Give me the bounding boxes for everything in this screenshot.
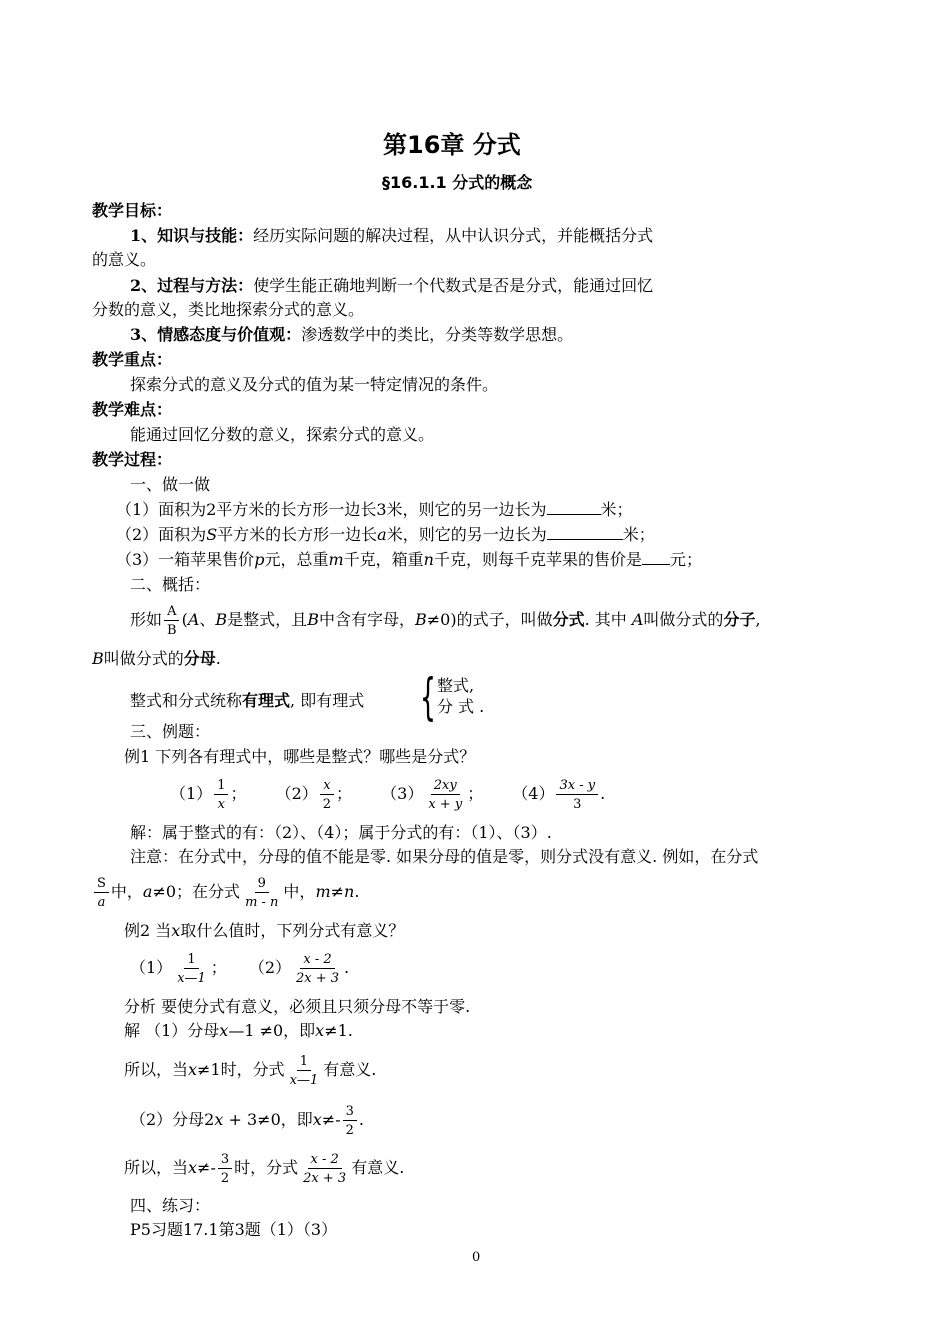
q2-text-c: 米，则它的另一边长为 bbox=[386, 525, 547, 544]
rational-text-b: , 即有理式 bbox=[290, 691, 365, 710]
solution-1: 解 （1）分母x—1 ≠0，即x≠1. bbox=[124, 1021, 353, 1040]
q3-unit: 元； bbox=[669, 550, 702, 569]
def-text-a: 形如 bbox=[130, 610, 163, 629]
solution-2-fraction: $\frac{3}{2}$ bbox=[343, 1105, 357, 1137]
ex1-fraction-1: $\frac{1}{x}$ bbox=[214, 779, 228, 811]
process-heading: 教学过程： bbox=[92, 450, 173, 469]
def-term-fraction: 分式 bbox=[552, 610, 585, 629]
question-1 bbox=[116, 499, 633, 521]
goal-2-text: 使学生能正确地判断一个代数式是否是分式，能通过回忆 bbox=[253, 276, 654, 295]
question-3 bbox=[116, 549, 702, 571]
conclusion-2: 所以，当x≠- $\frac{3}{2}$ 时，分式 $\frac{x - 2}{2x + 3}$ 有意义. bbox=[124, 1151, 405, 1186]
note-fraction-1: $\frac{S}{a}$ bbox=[94, 877, 109, 909]
difficulty-text: 能通过回忆分数的意义，探索分式的意义。 bbox=[130, 425, 435, 444]
key-heading: 教学重点： bbox=[92, 350, 173, 369]
section-title: §16.1.1 分式的概念 bbox=[382, 173, 533, 192]
rational-line bbox=[130, 690, 364, 712]
q2-blank bbox=[547, 525, 623, 540]
rational-text-a: 整式和分式统称 bbox=[130, 691, 243, 710]
q2-text-b: 平方米的长方形一边长 bbox=[217, 525, 378, 544]
definition-line bbox=[130, 602, 761, 638]
note-line: 注意：在分式中，分母的值不能是零. 如果分母的值是零，则分式没有意义. 例如，在分式 bbox=[130, 847, 759, 866]
definition-line-2 bbox=[92, 648, 221, 670]
note-fraction-2: $\frac{9}{m - n}$ bbox=[245, 875, 279, 910]
page-number: 0 bbox=[472, 1250, 481, 1265]
def-var-a2: A bbox=[631, 610, 644, 629]
goal-1-label: 1、知识与技能： bbox=[130, 226, 254, 245]
q2-var-a: a bbox=[377, 525, 387, 544]
ex1-fraction-4: $\frac{3x - y}{3}$ bbox=[556, 779, 598, 811]
q3-text-c: 千克，箱重 bbox=[343, 550, 424, 569]
def-var-b3: B bbox=[414, 610, 427, 629]
def-text-g: . 其中 bbox=[584, 610, 632, 629]
section-3-heading: 三、例题： bbox=[130, 722, 211, 741]
q1-unit: 米； bbox=[600, 500, 633, 519]
def2-text-b: . bbox=[215, 649, 221, 668]
q2-unit: 米； bbox=[622, 525, 655, 544]
goal-3-label: 3、情感态度与价值观： bbox=[130, 325, 302, 344]
example-2-items: （1） $\frac{1}{x—1}$ ； （2） $\frac{x - 2}{2x + 3}$ . bbox=[130, 951, 350, 986]
example-1-item: （4） $\frac{3x - y}{3}$ . bbox=[512, 777, 606, 812]
goal-1-cont: 的意义。 bbox=[92, 250, 157, 269]
def-var-b2: B bbox=[307, 610, 319, 629]
goal-3-text: 渗透数学中的类比，分类等数学思想。 bbox=[301, 325, 574, 344]
example-1-item: （3） $\frac{2xy}{x + y}$ ； bbox=[381, 777, 484, 812]
q2-var-s: S bbox=[206, 525, 218, 544]
q3-text-a: （3）一箱苹果售价 bbox=[116, 550, 255, 569]
def-var-a: A bbox=[187, 610, 200, 629]
q3-text-b: 元，总重 bbox=[264, 550, 329, 569]
ex1-fraction-2: $\frac{x}{2}$ bbox=[320, 779, 334, 811]
conclusion-1: 所以，当x≠1时，分式 $\frac{1}{x—1}$ 有意义. bbox=[124, 1053, 377, 1088]
ex2-fraction-2: $\frac{x - 2}{2x + 3}$ bbox=[296, 951, 340, 986]
def-fraction bbox=[164, 605, 180, 637]
example-1-title: 例1 下列各有理式中，哪些是整式？哪些是分式？ bbox=[124, 747, 476, 766]
goal-1-text: 经历实际问题的解决过程，从中认识分式，并能概括分式 bbox=[253, 226, 654, 245]
goal-2-cont: 分数的意义，类比地探索分式的意义。 bbox=[92, 300, 365, 319]
example-1-item: （1） $\frac{1}{x}$ ； bbox=[170, 777, 247, 812]
conclusion-1-fraction: $\frac{1}{x—1}$ bbox=[289, 1053, 319, 1088]
chapter-title: 第16章 分式 bbox=[383, 131, 521, 159]
def-fraction-num: A bbox=[164, 605, 179, 621]
def2-var-b: B bbox=[92, 649, 104, 668]
q3-var-n: n bbox=[423, 550, 434, 569]
goal-2 bbox=[130, 275, 653, 297]
def-term-numerator: 分子 bbox=[723, 610, 756, 629]
question-2 bbox=[116, 524, 655, 546]
goals-heading: 教学目标： bbox=[92, 201, 173, 220]
def-text-e: 中含有字母， bbox=[318, 610, 415, 629]
q3-var-p: p bbox=[254, 550, 265, 569]
goal-3 bbox=[130, 324, 573, 346]
q3-text-d: 千克，则每千克苹果的售价是 bbox=[433, 550, 642, 569]
q3-blank bbox=[642, 550, 670, 565]
def-text-b: ( bbox=[181, 610, 188, 629]
solution-2: （2）分母2x + 3≠0，即x≠- $\frac{3}{2}$ . bbox=[130, 1103, 364, 1138]
rational-brace: { bbox=[420, 668, 436, 726]
example-1-answer: 解：属于整式的有：（2）、（4）；属于分式的有：（1）、（3）. bbox=[130, 823, 552, 842]
conclusion-2-fraction-a: $\frac{3}{2}$ bbox=[218, 1153, 232, 1185]
rational-item-fraction: 分 式 . bbox=[437, 697, 485, 716]
def2-text-a: 叫做分式的 bbox=[103, 649, 184, 668]
goal-2-label: 2、过程与方法： bbox=[130, 276, 254, 295]
q1-text: （1）面积为2平方米的长方形一边长3米，则它的另一边长为 bbox=[116, 500, 547, 519]
conclusion-2-fraction-b: $\frac{x - 2}{2x + 3}$ bbox=[303, 1151, 347, 1186]
rational-term: 有理式 bbox=[242, 691, 291, 710]
q1-blank bbox=[547, 500, 601, 515]
rational-item-integral: 整式, bbox=[437, 676, 475, 695]
analysis: 分析 要使分式有意义，必须且只须分母不等于零. bbox=[124, 997, 471, 1016]
example-1-item: （2） $\frac{x}{2}$ ； bbox=[275, 777, 353, 812]
example-2-title: 例2 当x取什么值时，下列分式有意义？ bbox=[124, 921, 405, 940]
def-fraction-den: B bbox=[167, 622, 177, 638]
practice-text: P5习题17.1第3题（1）（3） bbox=[130, 1220, 338, 1239]
q3-var-m: m bbox=[328, 550, 344, 569]
section-1-heading: 一、做一做 bbox=[130, 475, 211, 494]
def-text-i: , bbox=[755, 610, 761, 629]
note-line-2: $\frac{S}{a}$ 中，a≠0；在分式 $\frac{9}{m - n}$ 中，m≠n. bbox=[92, 872, 359, 912]
goal-1 bbox=[130, 225, 653, 247]
q2-text-a: （2）面积为 bbox=[116, 525, 207, 544]
example-1-items bbox=[170, 774, 605, 814]
def2-term-denominator: 分母 bbox=[183, 649, 216, 668]
ex2-fraction-1: $\frac{1}{x—1}$ bbox=[177, 951, 206, 986]
ex1-fraction-3: $\frac{2xy}{x + y}$ bbox=[428, 777, 463, 812]
key-text: 探索分式的意义及分式的值为某一特定情况的条件。 bbox=[130, 375, 499, 394]
def-text-d: 是整式，且 bbox=[227, 610, 308, 629]
def-var-b: B bbox=[215, 610, 228, 629]
section-4-heading: 四、练习： bbox=[130, 1196, 211, 1215]
section-2-heading: 二、概括： bbox=[130, 575, 211, 594]
difficulty-heading: 教学难点： bbox=[92, 400, 173, 419]
def-text-f: ≠0)的式子，叫做 bbox=[426, 610, 553, 629]
def-text-c: 、 bbox=[199, 610, 216, 629]
def-text-h: 叫做分式的 bbox=[643, 610, 724, 629]
